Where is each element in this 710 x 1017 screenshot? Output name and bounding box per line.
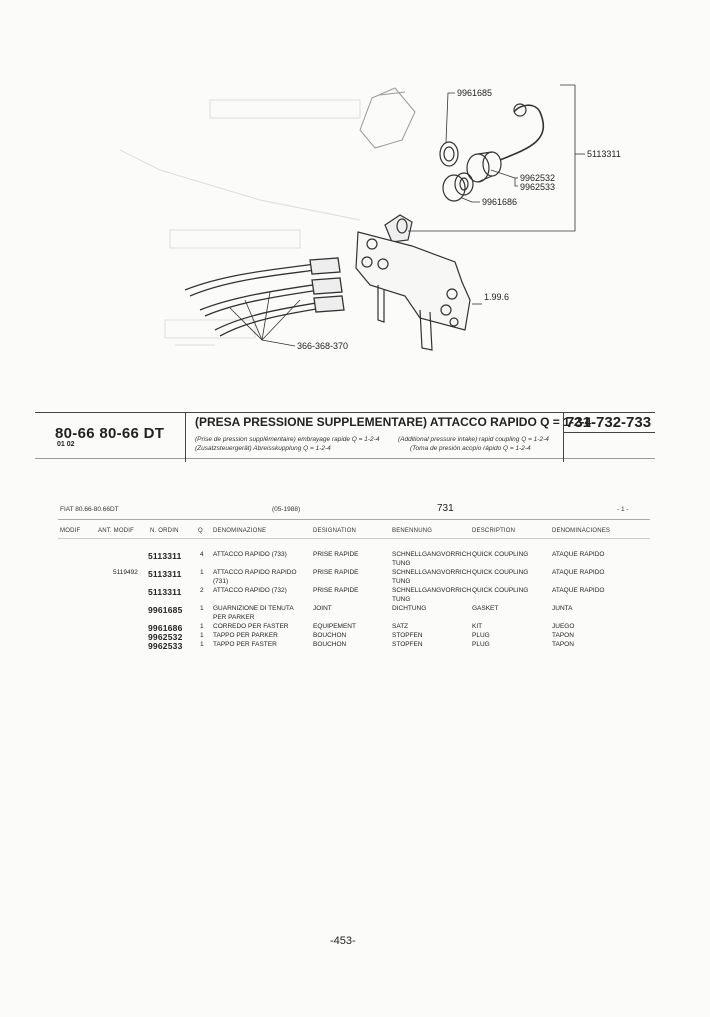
row-desc-es: JUEGO: [552, 623, 575, 630]
row-desc-en: PLUG: [472, 632, 490, 639]
row-desc-it-2: PER PARKER: [213, 614, 255, 621]
row-desc-fr: PRISE RAPIDE: [313, 551, 359, 558]
row-qty: 1: [200, 623, 204, 630]
header-rule: [58, 538, 650, 539]
groups-underline: [563, 432, 655, 433]
row-qty: 1: [200, 641, 204, 648]
table-top-rule: [58, 519, 650, 520]
row-desc-de: SCHNELLGANGVORRICH: [392, 587, 472, 594]
callout-9962533: 9962533: [520, 182, 556, 192]
callout-9961685: 9961685: [457, 88, 493, 98]
row-part-number: 9962533: [148, 641, 183, 651]
row-desc-fr: PRISE RAPIDE: [313, 587, 359, 594]
row-part-number: 5113311: [148, 569, 182, 579]
page-number: -453-: [330, 935, 356, 947]
row-desc-de-2: TUNG: [392, 560, 411, 567]
table-row: [0, 551, 710, 569]
row-desc-it: ATTACCO RAPIDO (732): [213, 587, 287, 594]
row-desc-es: ATAQUE RAPIDO: [552, 551, 605, 558]
col-es: DENOMINACIONES: [552, 528, 611, 534]
row-desc-it: CORREDO PER FASTER: [213, 623, 289, 630]
row-desc-it: TAPPO PER FASTER: [213, 641, 277, 648]
row-desc-de: SCHNELLGANGVORRICH: [392, 551, 472, 558]
row-qty: 1: [200, 632, 204, 639]
row-desc-en: QUICK COUPLING: [472, 587, 529, 594]
plate-connector: [385, 215, 412, 242]
row-desc-de: SATZ: [392, 623, 409, 630]
row-qty: 1: [200, 605, 204, 612]
row-desc-it: GUARNIZIONE DI TENUTA: [213, 605, 294, 612]
callout-1-99-6: 1.99.6: [484, 292, 510, 302]
col-en: DESCRIPTION: [472, 528, 516, 534]
row-desc-fr: BOUCHON: [313, 632, 347, 639]
row-desc-es: JUNTA: [552, 605, 573, 612]
row-part-number: 5113311: [148, 551, 182, 561]
row-desc-es: TAPON: [552, 632, 574, 639]
row-part-number: 9962532: [148, 632, 183, 642]
gasket-9961685: [440, 142, 458, 166]
row-desc-fr: EQUIPEMENT: [313, 623, 356, 630]
row-qty: 2: [200, 587, 204, 594]
col-q: Q: [198, 528, 203, 534]
table-row: [0, 641, 710, 659]
row-desc-de: DICHTUNG: [392, 605, 427, 612]
row-desc-es: ATAQUE RAPIDO: [552, 587, 605, 594]
row-desc-it: ATTACCO RAPIDO (733): [213, 551, 287, 558]
row-desc-en: QUICK COUPLING: [472, 569, 529, 576]
title-es: (Toma de presión acopio rápido Q = 1-2-4: [410, 445, 531, 452]
col-n-ordin: N. ORDIN: [150, 528, 179, 534]
col-de: BENENNUNG: [392, 528, 433, 534]
header-divider-left: [185, 412, 186, 462]
header-top-rule: [35, 412, 655, 413]
table-row: [0, 605, 710, 623]
callout-366-368-370: 366-368-370: [297, 341, 349, 351]
coupling-5113311: [467, 104, 543, 182]
leader-lines: [230, 85, 585, 346]
row-desc-en: GASKET: [472, 605, 499, 612]
col-it: DENOMINAZIONE: [213, 528, 267, 534]
row-part-number: 9961686: [148, 623, 183, 633]
row-desc-de-2: TUNG: [392, 578, 411, 585]
row-desc-de-2: TUNG: [392, 596, 411, 603]
row-desc-de: STOPFEN: [392, 632, 423, 639]
issue-date: (05-1988): [272, 506, 301, 513]
table-row: [0, 569, 710, 587]
table-row: [0, 587, 710, 605]
title-fr: (Prise de pression supplémentaire) embrayage rapide Q = 1-2-4: [195, 436, 380, 443]
kit-ring-9961686: [443, 173, 473, 201]
row-qty: 1: [200, 569, 204, 576]
row-desc-fr: JOINT: [313, 605, 332, 612]
row-desc-de: STOPFEN: [392, 641, 423, 648]
callout-9962532: 9962532: [520, 173, 556, 183]
row-qty: 4: [200, 551, 204, 558]
row-desc-es: ATAQUE RAPIDO: [552, 569, 605, 576]
row-desc-it-2: (731): [213, 578, 229, 585]
row-desc-it: TAPPO PER PARKER: [213, 632, 278, 639]
models-title: 80-66 80-66 DT: [55, 425, 165, 442]
row-desc-es: TAPON: [552, 641, 574, 648]
group-number: 731: [437, 503, 454, 514]
row-desc-de: SCHNELLGANGVORRICH: [392, 569, 472, 576]
models-subcodes: 01 02: [57, 441, 75, 448]
row-part-number: 5113311: [148, 587, 182, 597]
row-desc-en: QUICK COUPLING: [472, 551, 529, 558]
upper-bracket: [360, 88, 415, 148]
row-desc-fr: BOUCHON: [313, 641, 347, 648]
header-bottom-rule: [35, 458, 655, 459]
col-fr: DESIGNATION: [313, 528, 357, 534]
row-part-number: 9961685: [148, 605, 183, 615]
row-desc-en: KIT: [472, 623, 483, 630]
mounting-plate: [356, 232, 470, 350]
exploded-parts-diagram: [0, 0, 710, 400]
title-de: (Zusatzsteuergerät) Abreisskupplung Q = 1-2-4: [195, 445, 331, 452]
col-ant-modif: ANT. MODIF: [98, 528, 134, 534]
row-ant-modif: 5119492: [113, 569, 138, 576]
row-desc-it: ATTACCO RAPIDO RAPIDO: [213, 569, 297, 576]
title-en: (Additional pressure intake) rapid coupling Q = 1-2-4: [398, 436, 549, 443]
group-numbers: 731-732-733: [566, 414, 652, 431]
section-title: (PRESA PRESSIONE SUPPLEMENTARE) ATTACCO RAPIDO Q = 1-2-4: [195, 415, 592, 429]
col-modif: MODIF: [60, 528, 81, 534]
row-desc-fr: PRISE RAPIDE: [313, 569, 359, 576]
row-desc-en: PLUG: [472, 641, 490, 648]
callout-5113311: 5113311: [587, 149, 621, 159]
sheet-number: - 1 -: [617, 506, 629, 513]
callout-9961686: 9961686: [482, 197, 518, 207]
model-line: FIAT 80.66-80.66DT: [60, 506, 119, 513]
